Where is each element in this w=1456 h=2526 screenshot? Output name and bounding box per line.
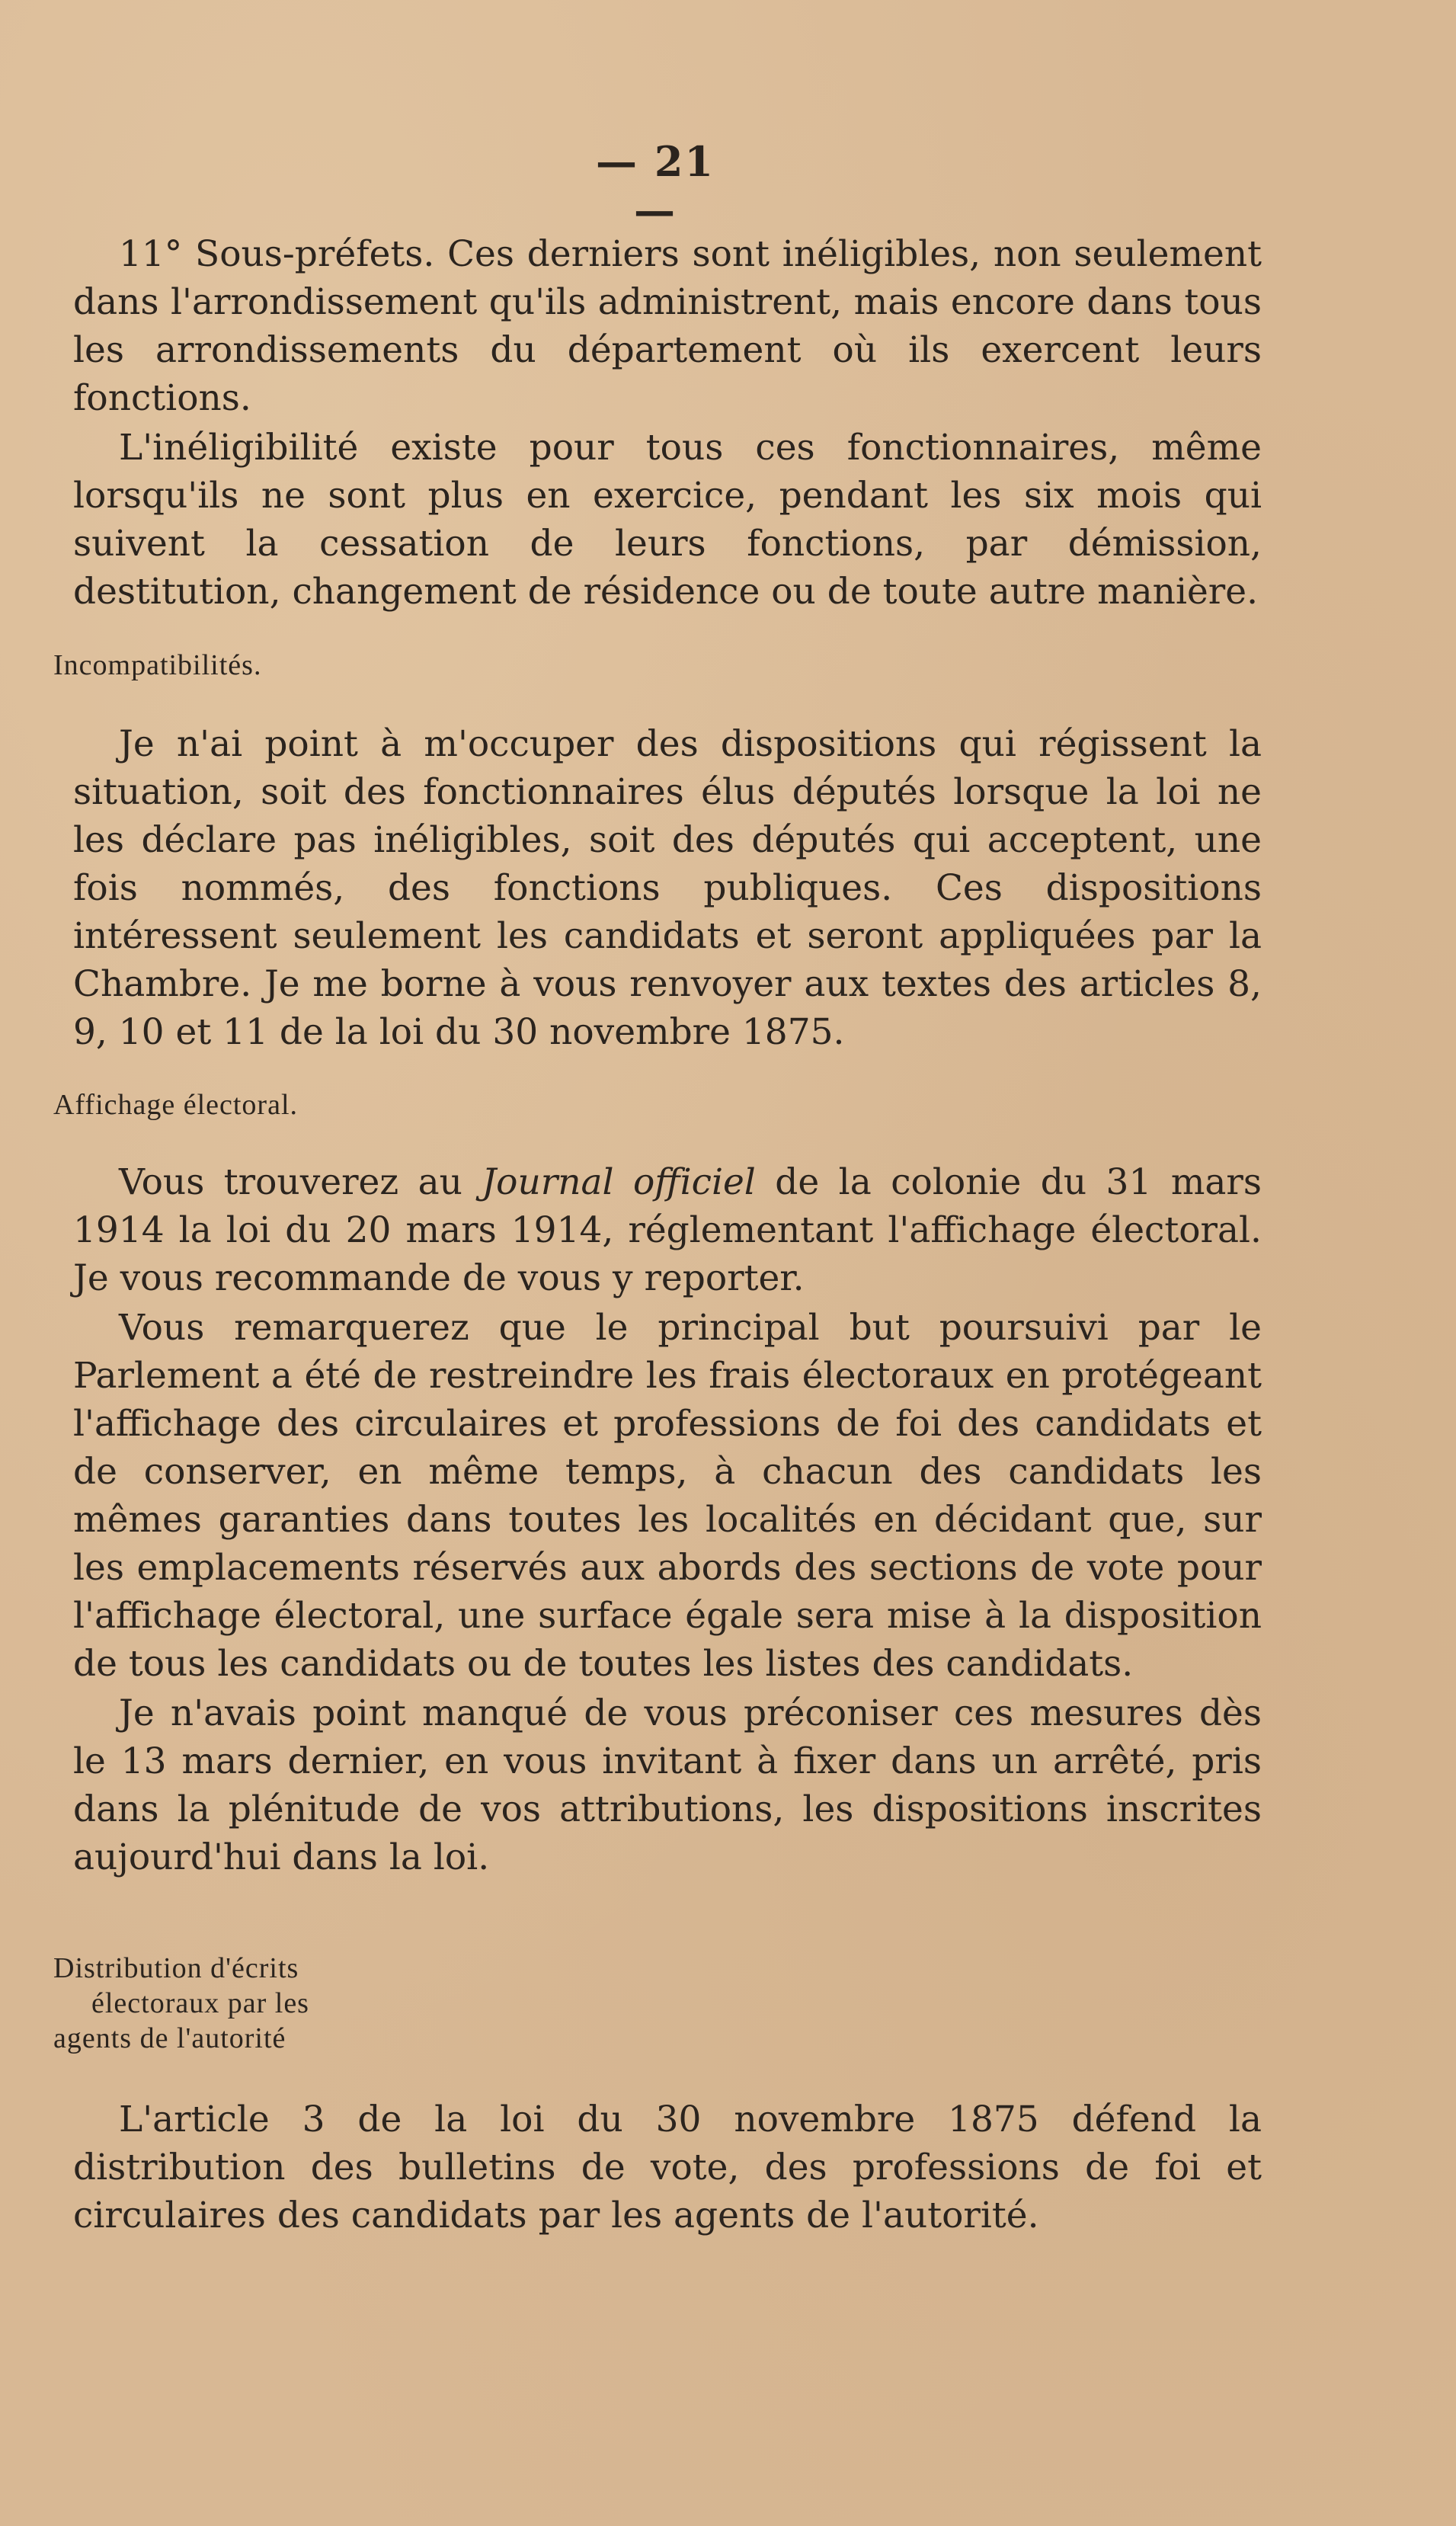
journal-text-after: de la colonie du 31 mars 1914 la loi du 20 mars 1914, réglementant l'affichage électoral. Je vous recommande de vous y reporter. [73, 1161, 1262, 1299]
incompatibilites-section [73, 720, 1262, 1056]
paragraph-incompatibilites: Je n'ai point à m'occuper des dispositions qui régissent la situation, soit des fonctionnaires élus députés lorsque la loi ne les déclare pas inéligibles, soit des députés qui acceptent, une fois nommés, des fonctions publiques. Ces dispositions intéressent seulement les candidats et seront appliquées par la Chambre. Je me borne à vous renvoyer aux textes des articles 8, 9, 10 et 11 de la loi du 30 novembre 1875. [73, 723, 1262, 1053]
paragraph-mesures-13-mars: Je n'avais point manqué de vous préconiser ces mesures dès le 13 mars dernier, en vous invitant à fixer dans un arrêté, pris dans la plénitude de vos attributions, les dispositions inscrites aujourd'hui dans la loi. [73, 1692, 1262, 1878]
journal-text-before: Vous trouverez au [119, 1161, 482, 1203]
heading-affichage-electoral: Affichage électoral. [53, 1089, 299, 1121]
affichage-section [73, 1158, 1262, 1881]
heading-distribution-ecrits [53, 1951, 309, 2056]
paragraph-parlement-goal: Vous remarquerez que le principal but poursuivi par le Parlement a été de restreindre les frais électoraux en protégeant l'affichage des circulaires et professions de foi des candidats et de conserver, en même temps, à chacun des candidats les mêmes garanties dans toutes les localités en décidant que, sur les emplacements réservés aux abords des sections de vote pour l'affichage électoral, une surface égale sera mise à la disposition de tous les candidats ou de toutes les listes des candidats. [73, 1307, 1262, 1685]
journal-officiel-title: Journal officiel [482, 1161, 756, 1203]
heading-distribution-line3: agents de l'autorité [53, 2022, 286, 2054]
ineligibility-section [73, 230, 1262, 616]
paragraph-journal-officiel [73, 1158, 1262, 1302]
heading-incompatibilites: Incompatibilités. [53, 649, 262, 681]
paragraph-ineligibility-duration: L'inéligibilité existe pour tous ces fonctionnaires, même lorsqu'ils ne sont plus en exercice, pendant les six mois qui suivent la cessation de leurs fonctions, par démission, destitution, changement de résidence ou de toute autre manière. [73, 427, 1262, 613]
heading-distribution-line2: électoraux par les [91, 1987, 309, 2019]
page-number: — 21 — [596, 137, 715, 235]
paragraph-sous-prefets: 11° Sous-préfets. Ces derniers sont inéligibles, non seulement dans l'arrondissement qu'ils administrent, mais encore dans tous les arrondissements du département où ils exercent leurs fonctions. [73, 233, 1262, 419]
distribution-section [73, 2095, 1262, 2239]
paragraph-article-3: L'article 3 de la loi du 30 novembre 1875 défend la distribution des bulletins de vote, des professions de foi et circulaires des candidats par les agents de l'autorité. [73, 2099, 1262, 2236]
heading-distribution-line1: Distribution d'écrits [53, 1952, 299, 1984]
